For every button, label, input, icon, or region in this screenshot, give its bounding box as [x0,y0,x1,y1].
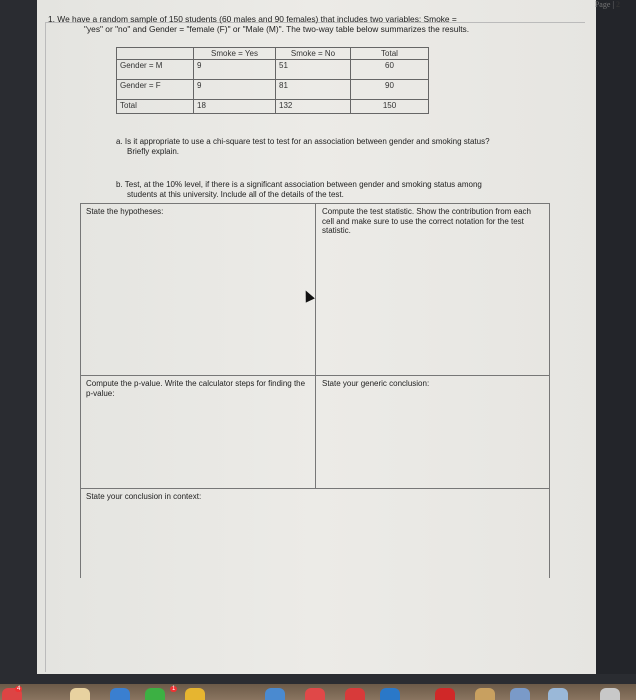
table-cell: 51 [276,60,351,80]
context-conclusion-label: State your conclusion in context: [86,492,202,501]
table-cell: 9 [194,60,276,80]
dock-app-icon[interactable] [510,688,530,700]
screen-border [596,0,636,674]
dock-app-icon[interactable] [600,688,620,700]
context-conclusion-box[interactable] [80,488,550,578]
dock-app-icon[interactable] [475,688,495,700]
question-text [48,14,548,34]
part-b-line-2: students at this university. Include all of the details of the test. [127,190,344,199]
table-cell: 18 [194,100,276,114]
table-cell: 90 [351,80,429,100]
table-header: Smoke = Yes [194,48,276,60]
hypotheses-box[interactable] [80,203,316,376]
dock-app-icon[interactable] [265,688,285,700]
hypotheses-label: State the hypotheses: [86,207,164,216]
dock-app-icon[interactable] [435,688,455,700]
table-header: Total [351,48,429,60]
part-a-line-2: Briefly explain. [127,147,180,156]
dock-app-icon[interactable] [70,688,90,700]
page-label: Page [594,0,611,9]
table-cell: 132 [276,100,351,114]
table-cell: 9 [194,80,276,100]
table-cell: Gender = F [117,80,194,100]
test-statistic-label: Compute the test statistic. Show the contribution from each cell and make sure to use the correct notation for the test statistic. [322,207,531,235]
table-header: Smoke = No [276,48,351,60]
dock-app-icon[interactable] [185,688,205,700]
question-line-1: 1. We have a random sample of 150 students (60 males and 90 females) that includes two variables: Smoke = [48,14,457,24]
dock-app-icon[interactable] [380,688,400,700]
dock-badge: 1 [172,686,176,692]
table-row [117,80,429,100]
generic-conclusion-label: State your generic conclusion: [322,379,430,388]
page-number: Page | 2 [594,0,620,9]
page-number-value: 2 [616,0,620,9]
dock-app-icon[interactable] [305,688,325,700]
p-value-label: Compute the p-value. Write the calculator steps for finding the p-value: [86,379,306,398]
table-row [117,100,429,114]
dock-app-icon[interactable] [145,688,165,700]
table-cell: Gender = M [117,60,194,80]
dock-app-icon[interactable] [548,688,568,700]
test-statistic-box[interactable] [315,203,550,376]
two-way-table [116,47,429,114]
table-row [117,60,429,80]
table-cell: 150 [351,100,429,114]
part-b [116,180,546,200]
dock-badge: 4 [17,686,21,692]
dock-app-icon[interactable] [110,688,130,700]
dock-app-icon[interactable] [345,688,365,700]
p-value-box[interactable] [80,375,316,489]
table-cell: Total [117,100,194,114]
part-b-line-1: b. Test, at the 10% level, if there is a significant association between gender and smoking status among [116,180,482,189]
table-header-row [117,48,429,60]
table-header [117,48,194,60]
part-a-line-1: a. Is it appropriate to use a chi-square test to test for an association between gender and smoking status? [116,137,490,146]
table-cell: 60 [351,60,429,80]
question-line-2: "yes" or "no" and Gender = "female (F)" or "Male (M)". The two-way table below summarizes the results. [84,24,470,34]
table-cell: 81 [276,80,351,100]
part-a [116,137,546,157]
generic-conclusion-box[interactable] [315,375,550,489]
